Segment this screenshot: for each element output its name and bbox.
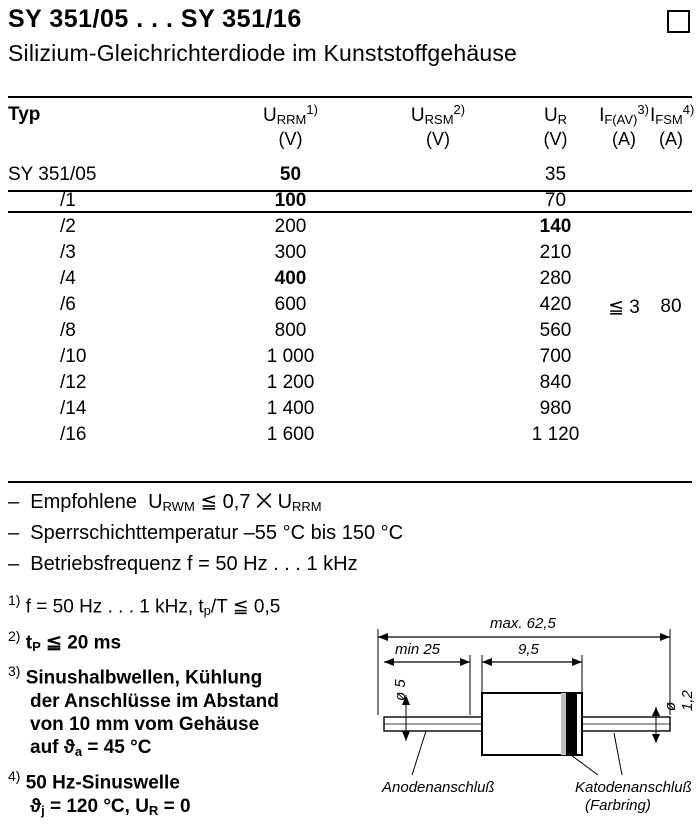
cell-typ: SY 351/05 xyxy=(8,164,97,186)
cell-urrm: 300 xyxy=(274,242,307,264)
col-ifav-unit: (A) xyxy=(612,128,636,149)
cell-ursm xyxy=(363,268,513,294)
spec-table xyxy=(8,102,695,450)
note-item-1: – Sperrschichttemperatur –55 °C bis 150 °C xyxy=(8,522,404,544)
footnote-3: $^{3)}$ Sinushalbwellen, Kühlung der Anschlüsse im Abstand von 10 mm vom Gehäuse auf $ϑ_a = 45$ °C xyxy=(8,663,279,759)
cell-urrm: 1 400 xyxy=(266,398,315,420)
cell-ur: 420 xyxy=(539,294,572,316)
cell-typ: /3 xyxy=(60,242,76,264)
cell-ur: 280 xyxy=(539,268,572,290)
cell-typ: /8 xyxy=(60,320,76,342)
page-title: SY 351/05 . . . SY 351/16 xyxy=(8,5,302,33)
col-urrm-symbol: U xyxy=(263,105,277,126)
cell-typ: /1 xyxy=(60,190,76,212)
cell-ursm xyxy=(363,372,513,398)
table-row xyxy=(8,320,692,346)
cell-urrm: 400 xyxy=(274,268,307,290)
cell-ur: 210 xyxy=(539,242,572,264)
cell-ursm xyxy=(363,294,513,320)
cell-ifsm: 80 xyxy=(660,296,682,318)
cell-typ: /6 xyxy=(60,294,76,316)
divider-body-bottom xyxy=(8,481,692,483)
page-subtitle: Silizium-Gleichrichterdiode im Kunststoffgehäuse xyxy=(8,40,518,66)
table-row xyxy=(8,294,692,320)
notes-list xyxy=(8,492,528,585)
cell-ursm xyxy=(363,346,513,372)
col-ursm-symbol: U xyxy=(410,105,425,126)
label-cathode-secondary: (Farbring) xyxy=(585,797,651,814)
label-cathode: Katodenanschluß xyxy=(575,779,692,796)
divider-top xyxy=(8,96,692,98)
column-header-urrm xyxy=(218,104,363,150)
col-ur-unit: (V) xyxy=(543,128,568,149)
cell-urrm: 50 xyxy=(279,164,302,186)
column-header-ur xyxy=(513,104,598,150)
col-urrm-sub: RRM xyxy=(276,112,307,127)
note-item-0: – Empfohlene $U_{RWM}$ ≦ 0,7 ⨉ $U_{RRM}$ xyxy=(8,491,322,514)
cell-typ: /14 xyxy=(60,398,87,420)
spec-table-body xyxy=(8,164,692,450)
dim-label-wire: ø 1,2 xyxy=(662,690,696,711)
cell-typ: /12 xyxy=(60,372,87,394)
cell-ur: 70 xyxy=(544,190,567,212)
footnote-4: $^{4)}$ 50 Hz-Sinuswelle $ϑ_j = 120$ °C, $U_R = 0$ xyxy=(8,768,191,818)
cell-urrm: 1 000 xyxy=(266,346,315,368)
cell-ur: 840 xyxy=(539,372,572,394)
dim-label-body: 9,5 xyxy=(518,641,539,658)
cell-ursm xyxy=(363,190,513,216)
package-drawing xyxy=(370,615,695,830)
cell-urrm: 600 xyxy=(274,294,307,316)
cell-ur: 140 xyxy=(539,216,572,238)
spec-table-header xyxy=(8,102,695,150)
col-ifsm-symbol: I xyxy=(650,105,656,126)
cell-typ: /2 xyxy=(60,216,76,238)
column-header-ursm xyxy=(363,104,513,150)
cell-typ: /16 xyxy=(60,424,87,446)
col-ifsm-sub: FSM xyxy=(655,112,683,127)
col-ifav-sub: F(AV) xyxy=(604,112,638,127)
cell-ur: 980 xyxy=(539,398,572,420)
cell-typ: /10 xyxy=(60,346,87,368)
cell-typ: /4 xyxy=(60,268,76,290)
note-item-2: – Betriebsfrequenz f = 50 Hz . . . 1 kHz xyxy=(8,553,358,575)
col-ifav-symbol: I xyxy=(599,105,605,126)
cell-ur: 700 xyxy=(539,346,572,368)
cell-ursm xyxy=(363,320,513,346)
cell-ur: 1 120 xyxy=(531,424,580,446)
table-row xyxy=(8,164,692,190)
column-header-ifsm xyxy=(650,102,695,150)
table-row xyxy=(8,268,692,294)
cell-ur: 560 xyxy=(539,320,572,342)
footnote-1: $^{1)}$ f = 50 Hz . . . 1 kHz, $t_p/T$ ≦ 0,5 xyxy=(8,592,281,619)
cell-urrm: 800 xyxy=(274,320,307,342)
col-ifav-sup: 3) xyxy=(637,102,649,117)
col-ur-sub: R xyxy=(557,112,568,127)
cell-urrm: 200 xyxy=(274,216,307,238)
corner-square-icon xyxy=(667,10,690,33)
col-ifsm-unit: (A) xyxy=(659,128,683,149)
cell-ursm xyxy=(363,398,513,424)
footnotes-list xyxy=(8,592,368,827)
footnote-2: $^{2)}$ $t_P$ ≦ 20 ms xyxy=(8,627,122,654)
col-ursm-sub: RSM xyxy=(424,112,454,127)
cell-ursm xyxy=(363,164,513,190)
table-row xyxy=(8,216,692,242)
table-row xyxy=(8,346,692,372)
label-anode: Anodenanschluß xyxy=(382,779,495,796)
col-urrm-unit: (V) xyxy=(278,128,303,149)
table-row xyxy=(8,398,692,424)
title-row xyxy=(8,6,692,34)
column-header-ifav xyxy=(598,104,650,150)
table-row xyxy=(8,372,692,398)
col-ifsm-sup: 4) xyxy=(682,102,695,117)
dim-label-lead: ø 5 xyxy=(392,679,409,701)
cell-ur: 35 xyxy=(544,164,567,186)
cell-urrm: 1 200 xyxy=(266,372,315,394)
cell-urrm: 1 600 xyxy=(266,424,315,446)
col-ur-symbol: U xyxy=(543,105,558,126)
table-row xyxy=(8,424,692,450)
col-urrm-sup: 1) xyxy=(306,102,318,117)
cell-if-av: ≦ 3 xyxy=(608,296,640,318)
column-header-typ: Typ xyxy=(8,104,41,125)
dim-label-max: max. 62,5 xyxy=(490,615,556,632)
dim-label-min: min 25 xyxy=(395,641,441,658)
table-row xyxy=(8,190,692,216)
col-ursm-sup: 2) xyxy=(453,102,466,117)
cell-ursm xyxy=(363,216,513,242)
cell-urrm: 100 xyxy=(274,190,307,212)
col-ursm-unit: (V) xyxy=(426,128,450,149)
cell-ursm xyxy=(363,242,513,268)
table-row xyxy=(8,242,692,268)
cell-ursm xyxy=(363,424,513,450)
